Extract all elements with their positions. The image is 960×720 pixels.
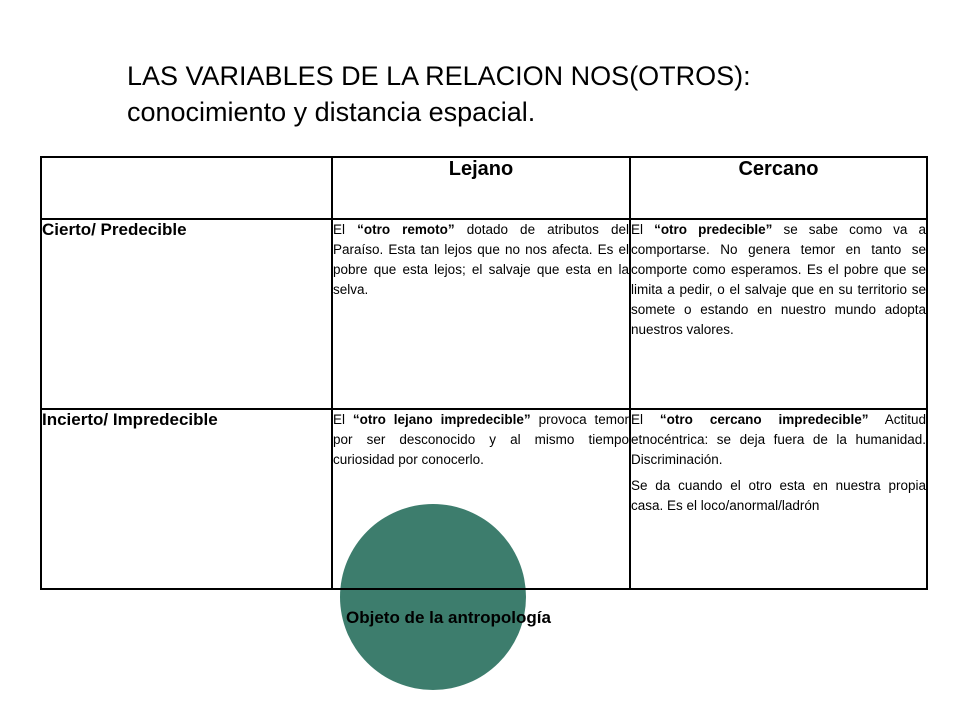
title-line-1: LAS VARIABLES DE LA RELACION NOS(OTROS): bbox=[127, 61, 751, 91]
cell-text-pre: El bbox=[631, 222, 655, 237]
cell-text-post: dotado de atributos del Paraíso. Esta tan lejos que no nos afecta. Es el pobre que esta lejos; el salvaje que esta en la selva. bbox=[333, 222, 629, 297]
cell-text-post: se sabe como va a comportarse. No genera temor en tanto se comporte como esperamos. Es el pobre que se limita a pedir, o el salvaje que en su territorio se somete o estando en nuestro mundo adopta nuestros valores. bbox=[631, 222, 926, 337]
title-line-2: conocimiento y distancia espacial. bbox=[127, 97, 536, 127]
caption-objeto-antropologia: Objeto de la antropología bbox=[346, 608, 551, 627]
cell-text-pre: El bbox=[333, 412, 353, 427]
cell-text-pre: El bbox=[333, 222, 358, 237]
row-header-incierto: Incierto/ Impredecible bbox=[41, 409, 332, 589]
cell-otro-cercano-impredecible bbox=[630, 409, 927, 589]
table-header-row bbox=[41, 157, 927, 219]
relation-table bbox=[40, 156, 928, 590]
slide-title bbox=[127, 58, 927, 130]
cell-otro-remoto bbox=[332, 219, 630, 409]
cell-text-pre: El bbox=[631, 412, 660, 427]
table-row bbox=[41, 409, 927, 589]
table-row bbox=[41, 219, 927, 409]
cell-term: “otro remoto” bbox=[357, 222, 455, 237]
row-header-cierto: Cierto/ Predecible bbox=[41, 219, 332, 409]
column-header-lejano: Lejano bbox=[332, 157, 630, 219]
corner-cell bbox=[41, 157, 332, 219]
cell-extra-text: Se da cuando el otro esta en nuestra propia casa. Es el loco/anormal/ladrón bbox=[631, 478, 926, 513]
cell-text-post: Actitud etnocéntrica: se deja fuera de la humanidad. Discriminación. bbox=[631, 412, 926, 467]
cell-term: “otro predecible” bbox=[654, 222, 773, 237]
cell-term: “otro lejano impredecible” bbox=[352, 412, 531, 427]
cell-otro-predecible bbox=[630, 219, 927, 409]
cell-text-post: provoca temor por ser desconocido y al mismo tiempo curiosidad por conocerlo. bbox=[333, 412, 629, 467]
cell-term: “otro cercano impredecible” bbox=[659, 412, 869, 427]
cell-otro-lejano-impredecible bbox=[332, 409, 630, 589]
column-header-cercano: Cercano bbox=[630, 157, 927, 219]
